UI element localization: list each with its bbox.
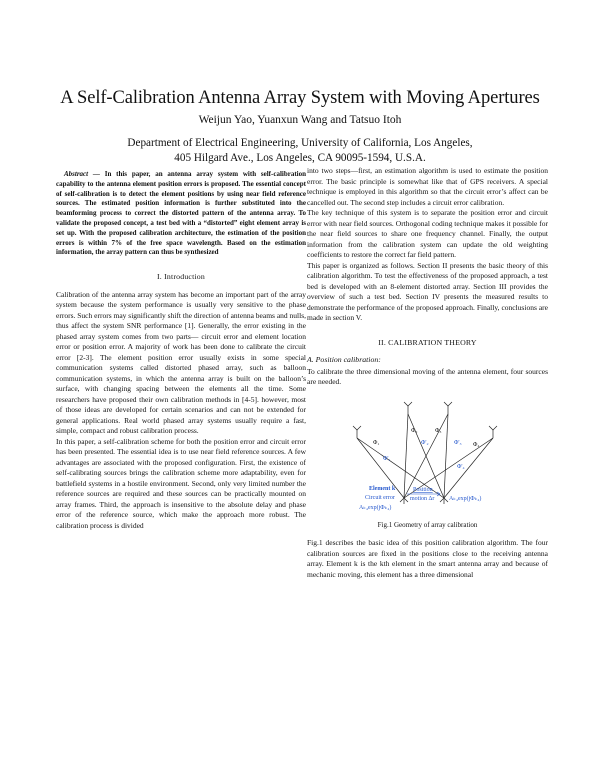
right-expression: Aₖ₄exp(jΦₖ₄) (449, 495, 482, 502)
right-column (307, 166, 548, 580)
intro-paragraph-2: In this paper, a self-calibration scheme for both the position error and circuit error has been presented. The essential idea is to use near field reference sources. A few advantages are associated with the proposed configuration. First, the existence of self-calibrating sources brings the calibration scheme more adaptability, even for battlefield systems in a hostile environment. Second, only very limited number the reference sources are required and these sources can be practically mounted on array frames. Third, the approach is insensitive to the absolute delay and phase error of the reference source, which make the approach more robust. The calibration process is divided (56, 436, 306, 530)
source-antenna-1 (353, 426, 361, 438)
element-antenna-moved (440, 498, 448, 504)
intro-paragraph-1: Calibration of the antenna array system has become an important part of the array system because the system performance is usually very sensitive to the phase errors. Such errors may significantly shift the direction of antenna beams and nulls, thus affect the system SNR performance [1]. Generally, the error existing in the phased array system comes from two parts— circuit error and element location error or position error. A majority of work has been done to calibrate the circuit error [2-3]. The element position error usually exists in some special communication systems called distorted phased array, such as balloon communication systems, in which the antenna array is built on the balloon’s surface, with changing spacing between the elements all the time. Some researchers have proposed their own calibration methods in [4-5]. however, most of those ideas are developed for certain scenarios and can not be extended for general applications. Real world phased array systems usually require a fast, simple, compact and robust calibration process. (56, 289, 306, 436)
position-label: Position (413, 486, 433, 493)
body-paragraph-4: To calibrate the three dimensional moving of the antenna element, four sources are needed. (307, 366, 548, 386)
array-geometry-diagram (307, 398, 548, 516)
phi-label-2: Φ₂ (411, 427, 418, 434)
phi-label-3: Φ₃ (435, 427, 442, 434)
element-k-label: Element k (369, 485, 396, 492)
body-paragraph-2: The key technique of this system is to separate the position error and circuit error with near field sources. Orthogonal coding technique makes it possible for the near field sources to share one frequency channel. Finally, the output information from the calibration system can update the old weighting coefficients to restore the correct far field pattern. (307, 208, 548, 259)
body-paragraph-5: Fig.1 describes the basic idea of this position calibration algorithm. The four calibration sources are fixed in the positions close to the receiving antenna array. Element k is the kth element in the smart antenna array and because of mechanic moving, this element has a three dimensional (307, 538, 548, 579)
phi-prime-label-1: Φ'₁ (383, 455, 391, 462)
body-paragraph-1: into two steps—first, an estimation algorithm is used to estimate the position error. The basic principle is somewhat like that of GPS receivers. A special technique is employed in this algorithm so that the circuit error’s affect can be cancelled out. The second step includes a circuit error calibration. (307, 166, 548, 207)
abstract-body: — In this paper, an antenna array system with self-calibration capability to the antenna element position errors is proposed. The essential concept of self-calibration is to detect the element positions by using near field reference sources. The estimated position information is further substituted into the beamforming process to correct the distorted pattern of the antenna array. To validate the proposed concept, a test bed with a “distorted” eight element array is set up. With the proposed calibration architecture, the estimation of the position errors is within 7% of the free space wavelength. Based on the estimation information, the array pattern can thus be synthesized (56, 170, 306, 257)
body-paragraph-3: This paper is organized as follows. Section II presents the basic theory of this calibration algorithm. To test the effectiveness of the proposed approach, a test bed is developed with an 8-element distorted array. Section III provides the overview of such a test bed. Section IV presents the measured results to demonstrate the performance of the proposed approach. Finally, conclusions are made in section V. (307, 260, 548, 322)
source-antenna-4 (489, 426, 497, 438)
phi-prime-label-2: Φ'₂ (421, 439, 429, 446)
phi-label-4: Φ₄ (473, 441, 480, 448)
affiliation-line-2: 405 Hilgard Ave., Los Angeles, CA 90095-1594, U.S.A. (174, 152, 426, 164)
left-expression: Aₖ₄exp(jΦₖ₄) (359, 504, 392, 511)
affiliation-line-1: Department of Electrical Engineering, University of California, Los Angeles, (127, 137, 473, 149)
left-column (56, 170, 306, 531)
subsection-heading-position-calibration: A. Position calibration: (307, 355, 381, 364)
motion-label: motion Δr (410, 495, 435, 502)
source-antenna-2 (404, 402, 412, 414)
section-heading-introduction: I. Introduction (156, 272, 206, 282)
abstract-lead: Abstract (64, 170, 89, 178)
paper-title: A Self-Calibration Antenna Array System with Moving Apertures (60, 88, 540, 108)
figure-caption: Fig.1 Geometry of array calibration (377, 520, 478, 529)
abstract (56, 170, 306, 258)
phi-prime-label-4: Φ'₄ (457, 463, 465, 470)
phi-prime-label-3: Φ'₃ (454, 439, 462, 446)
circuit-error-label: Circuit error (365, 494, 395, 501)
affiliation (0, 136, 600, 166)
element-antenna-original (400, 498, 408, 504)
source-antenna-3 (444, 402, 452, 414)
author-list: Weijun Yao, Yuanxun Wang and Tatsuo Itoh (198, 114, 402, 126)
section-heading-calibration-theory: II. CALIBRATION THEORY (378, 337, 477, 347)
figure-array-geometry (307, 398, 548, 516)
phi-label-1: Φ₁ (373, 439, 380, 446)
